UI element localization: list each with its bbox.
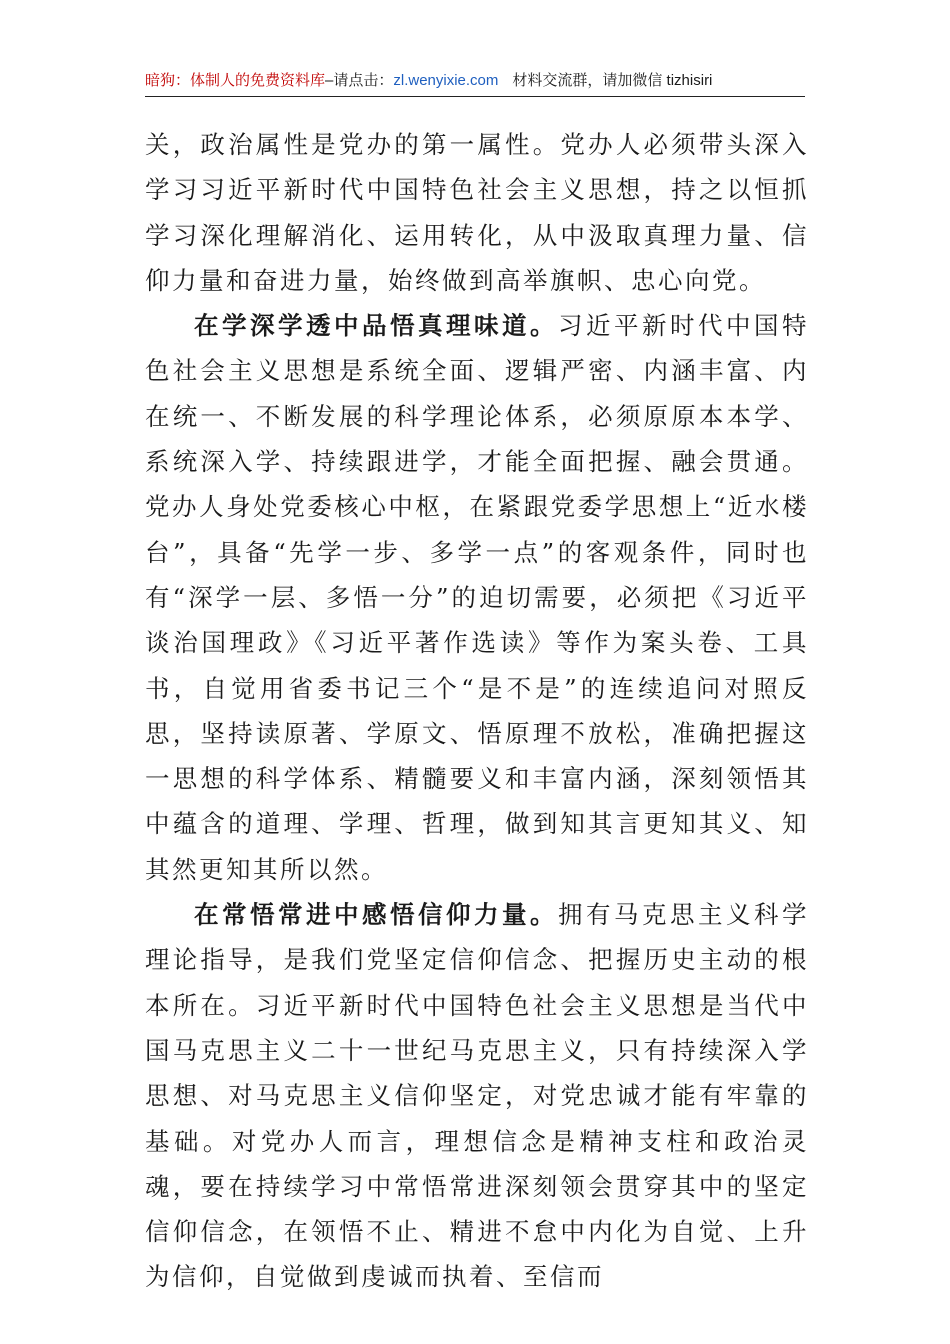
- header-contact: 材料交流群，请加微信 tizhisiri: [512, 72, 713, 89]
- header-url-link[interactable]: zl.wenyixie.com: [393, 72, 499, 89]
- paragraph-text: 关，政治属性是党办的第一属性。党办人必须带头深入学习习近平新时代中国特色社会主义思想，持之以恒抓学习深化理解消化、运用转化，从中汲取真理力量、信仰力量和奋进力量，始终做到高举旗帜、忠心向党。: [145, 130, 809, 295]
- paragraph-text: 拥有马克思主义科学理论指导，是我们党坚定信仰信念、把握历史主动的根本所在。习近平新时代中国特色社会主义思想是当代中国马克思主义二十一世纪马克思主义，只有持续深入学思想、对马克思主义信仰坚定，对党忠诚才能有牢靠的基础。对党办人而言，理想信念是精神支柱和政治灵魂，要在持续学习中常悟常进深刻领会贯穿其中的坚定信仰信念，在领悟不止、精进不怠中内化为自觉、上升为信仰，自觉做到虔诚而执着、至信而: [145, 900, 809, 1292]
- paragraph-text: 习近平新时代中国特色社会主义思想是系统全面、逻辑严密、内涵丰富、内在统一、不断发展的科学理论体系，必须原原本本学、系统深入学、持续跟进学，才能全面把握、融会贯通。党办人身处党委核心中枢，在紧跟党委学思想上“近水楼台”，具备“先学一步、多学一点”的客观条件，同时也有“深学一层、多悟一分”的迫切需要，必须把《习近平谈治国理政》《习近平著作选读》等作为案头卷、工具书，自觉用省委书记三个“是不是”的连续追问对照反思，坚持读原著、学原文、悟原理不放松，准确把握这一思想的科学体系、精髓要义和丰富内涵，深刻领悟其中蕴含的道理、学理、哲理，做到知其言更知其义、知其然更知其所以然。: [145, 311, 809, 884]
- header-separator: –请点击：: [325, 72, 394, 89]
- paragraph-faith-power: [145, 892, 809, 1300]
- paragraph-truth-flavor: [145, 303, 809, 892]
- paragraph-lead-heading: 在学深学透中品悟真理味道。: [194, 311, 558, 341]
- paragraph-continuation: [145, 122, 809, 303]
- document-body: [145, 122, 809, 1300]
- paragraph-lead-heading: 在常悟常进中感悟信仰力量。: [194, 900, 558, 930]
- page-header: [145, 66, 805, 97]
- header-brand: 暗狗：体制人的免费资料库: [145, 72, 326, 89]
